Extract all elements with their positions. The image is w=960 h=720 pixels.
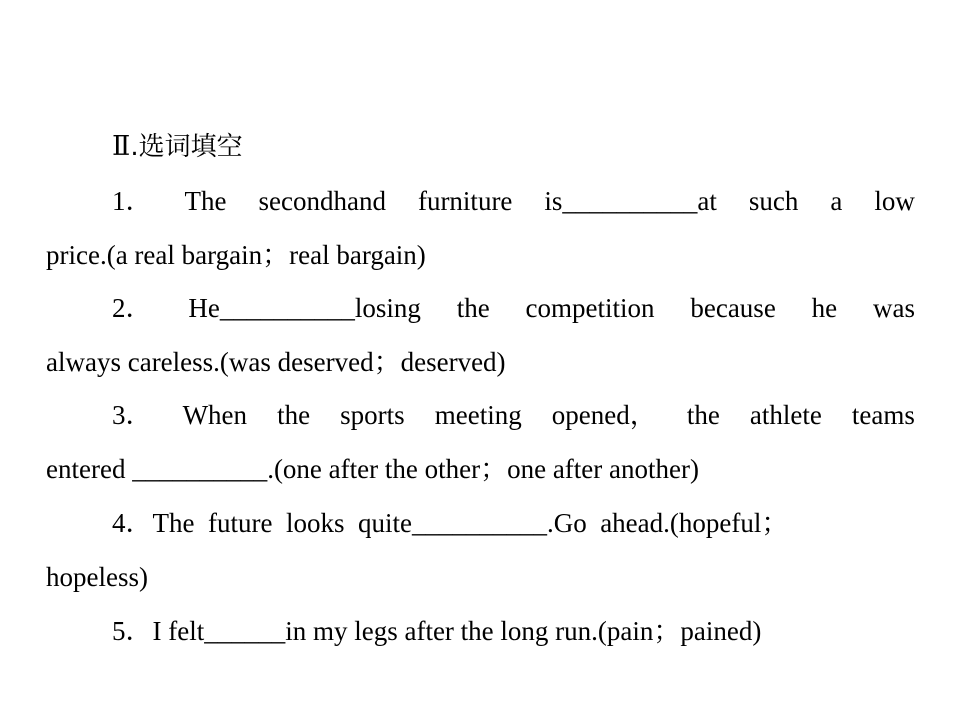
blank-word: He__________losing <box>188 293 421 323</box>
item-1-line-1 <box>112 183 915 219</box>
word: sports <box>340 400 405 430</box>
word: he <box>811 293 838 323</box>
word: 2． <box>112 293 153 323</box>
word: The <box>184 186 227 216</box>
word: competition <box>525 293 655 323</box>
item-5-line-1: 5．I felt______in my legs after the long run.(pain；pained) <box>112 616 762 646</box>
word: because <box>690 293 776 323</box>
word: the <box>686 400 720 430</box>
item-3-line-2: entered __________.(one after the other；one after another) <box>46 454 699 484</box>
word: the <box>456 293 490 323</box>
item-4-line-1: 4．The future looks quite__________.Go ahead.(hopeful； <box>112 508 789 538</box>
word: a <box>830 186 843 216</box>
word: opened， <box>551 400 657 430</box>
word: such <box>748 186 799 216</box>
item-4-line-2: hopeless) <box>46 562 148 592</box>
word: When <box>182 400 248 430</box>
word: low <box>874 186 915 216</box>
blank-word: is__________at <box>544 186 717 216</box>
word: athlete <box>749 400 822 430</box>
word: 3． <box>112 400 153 430</box>
word: was <box>872 293 915 323</box>
section-numeral: Ⅱ <box>112 131 131 161</box>
word: meeting <box>434 400 522 430</box>
word: teams <box>851 400 915 430</box>
item-2-line-2: always careless.(was deserved；deserved) <box>46 347 506 377</box>
item-1-line-2: price.(a real bargain；real bargain) <box>46 240 426 270</box>
word: furniture <box>417 186 513 216</box>
word: 1． <box>112 186 153 216</box>
item-3-line-1 <box>112 397 915 433</box>
word: the <box>277 400 311 430</box>
section-heading <box>112 126 243 167</box>
item-2-line-1 <box>112 290 915 326</box>
word: secondhand <box>258 186 386 216</box>
section-title: .选词填空 <box>130 132 243 162</box>
